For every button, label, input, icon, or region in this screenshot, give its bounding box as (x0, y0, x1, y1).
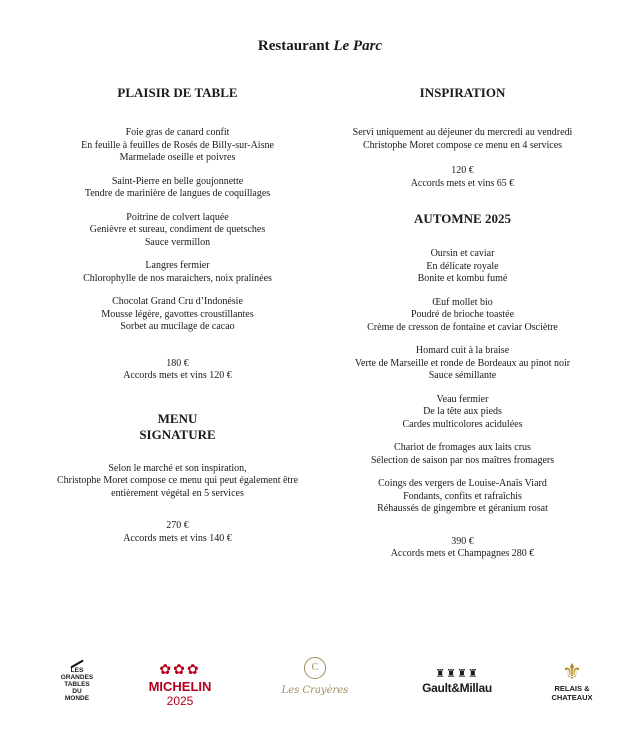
les-crayeres-logo (270, 657, 360, 696)
inspiration-price: 120 € (451, 165, 474, 176)
michelin-year: 2025 (166, 694, 194, 708)
dish-description: Poudré de brioche toastée (410, 309, 515, 320)
dish-description: De la tête aux pieds (423, 406, 502, 417)
dish-name: Poitrine de colvert laquée (126, 211, 229, 223)
dish-description: Bonite et kombu fumé (417, 273, 508, 284)
inspiration-price-block (300, 165, 625, 190)
lgt-line: LES (70, 667, 84, 674)
dish-description: Sauce sémillante (428, 370, 497, 381)
relais-chateaux-logo (540, 659, 604, 702)
toques-icon: ♜♜♜♜ (435, 668, 479, 680)
dish-name: Oursin et caviar (430, 248, 495, 259)
dish-name: Coings des vergers de Louise-Anaïs Viard (378, 478, 547, 489)
crayeres-emblem-icon: C (304, 657, 326, 679)
dish-description: Marmelade oseille et poivres (119, 152, 236, 163)
dish (300, 442, 625, 467)
title-italic: Le Parc (333, 38, 383, 54)
title-prefix: Restaurant (257, 38, 330, 54)
plaisir-dishes (20, 127, 335, 334)
dish-name: Œuf mollet bio (432, 296, 493, 308)
left-column (20, 85, 335, 545)
dish (20, 127, 335, 165)
les-grandes-tables-logo (57, 663, 97, 702)
dish (20, 296, 335, 334)
automne-pairing: Accords mets et Champagnes 280 € (390, 548, 535, 559)
michelin-name: MICHELIN (148, 679, 212, 694)
plaisir-price: 180 € (166, 357, 189, 369)
lgt-line: TABLES (64, 681, 90, 688)
dish-name: Chocolat Grand Cru d’Indonésie (112, 296, 243, 307)
lgt-line: DU (72, 688, 82, 695)
dish-description: Sauce vermillon (144, 236, 211, 248)
partner-logos (0, 655, 640, 725)
dish-description: Cardes multicolores acidulées (402, 418, 523, 430)
dish-description: En feuille à feuilles de Rosés de Billy-sur-Aisne (81, 139, 274, 151)
inspiration-desc-line: Christophe Moret compose ce menu en 4 services (362, 139, 563, 151)
dish-description: Tendre de marinière de langues de coquillages (84, 188, 271, 199)
dish (300, 478, 625, 516)
michelin-stars-icon: ✿✿✿ (159, 663, 201, 678)
rc-line-1: RELAIS & (554, 684, 590, 693)
automne-price: 390 € (451, 535, 474, 547)
inspiration-pairing: Accords mets et vins 65 € (410, 177, 515, 189)
signature-price: 270 € (166, 520, 189, 531)
dish (300, 297, 625, 335)
section-title-automne: AUTOMNE 2025 (414, 211, 511, 226)
dish-name: Homard cuit à la braise (415, 345, 510, 356)
signature-description (20, 463, 335, 501)
plaisir-price-block (20, 358, 335, 383)
dish-description: Chlorophylle de nos maraichers, noix pralinées (83, 272, 272, 284)
lgt-line: MONDE (64, 695, 90, 702)
dish-name: Langres fermier (145, 260, 210, 271)
dish-description: Sélection de saison par nos maîtres fromagers (370, 454, 555, 466)
rc-line-2: CHATEAUX (551, 692, 593, 702)
dish-description: Crème de cresson de fontaine et caviar Osciètre (367, 321, 558, 333)
automne-price-block (300, 536, 625, 561)
crayeres-name: Les Crayères (281, 685, 349, 696)
signature-pairing: Accords mets et vins 140 € (123, 532, 232, 544)
dish (300, 394, 625, 432)
dish (20, 260, 335, 285)
lgt-line: GRANDES (60, 674, 94, 681)
dish-description: Genièvre et sureau, condiment de quetsches (89, 224, 266, 235)
dish-name: Foie gras de canard confit (125, 127, 230, 138)
fleur-de-lys-icon: ⚜ (562, 659, 582, 684)
dish (300, 248, 625, 286)
dish (20, 176, 335, 201)
inspiration-description (300, 127, 625, 152)
signature-desc-line: entièrement végétal en 5 services (111, 487, 244, 499)
section-title-plaisir: PLAISIR DE TABLE (117, 85, 238, 100)
dish-name: Chariot de fromages aux laits crus (394, 442, 531, 453)
dish (20, 212, 335, 250)
dish-name: Veau fermier (436, 393, 489, 405)
signature-price-block (20, 520, 335, 545)
gault-millau-name: Gault&Millau (422, 681, 492, 695)
dish-description: Réhaussés de gingembre et géranium rosat (377, 503, 548, 514)
restaurant-title (0, 38, 640, 55)
dish-description: Fondants, confits et rafraîchis (403, 490, 522, 502)
section-title-signature-1: MENU (157, 410, 198, 426)
section-title-signature-2: SIGNATURE (139, 426, 216, 442)
dish-description: En délicate royale (426, 260, 499, 272)
inspiration-desc-line: Servi uniquement au déjeuner du mercredi au vendredi (352, 127, 573, 138)
gault-millau-logo (412, 667, 502, 695)
automne-dishes (300, 248, 625, 516)
dish-description: Verte de Marseille et ronde de Bordeaux au pinot noir (354, 357, 571, 369)
dish-name: Saint-Pierre en belle goujonnette (111, 175, 244, 187)
section-title-inspiration: INSPIRATION (419, 85, 506, 100)
signature-desc-line: Selon le marché et son inspiration, (108, 462, 247, 474)
signature-desc-line: Christophe Moret compose ce menu qui peut également être (56, 475, 299, 486)
plaisir-pairing: Accords mets et vins 120 € (123, 370, 232, 381)
dish-description: Mousse légère, gavottes croustillantes (101, 308, 254, 320)
dish-description: Sorbet au mucilage de cacao (120, 321, 235, 332)
dish (300, 345, 625, 383)
michelin-logo (140, 663, 220, 708)
right-column (300, 85, 625, 561)
